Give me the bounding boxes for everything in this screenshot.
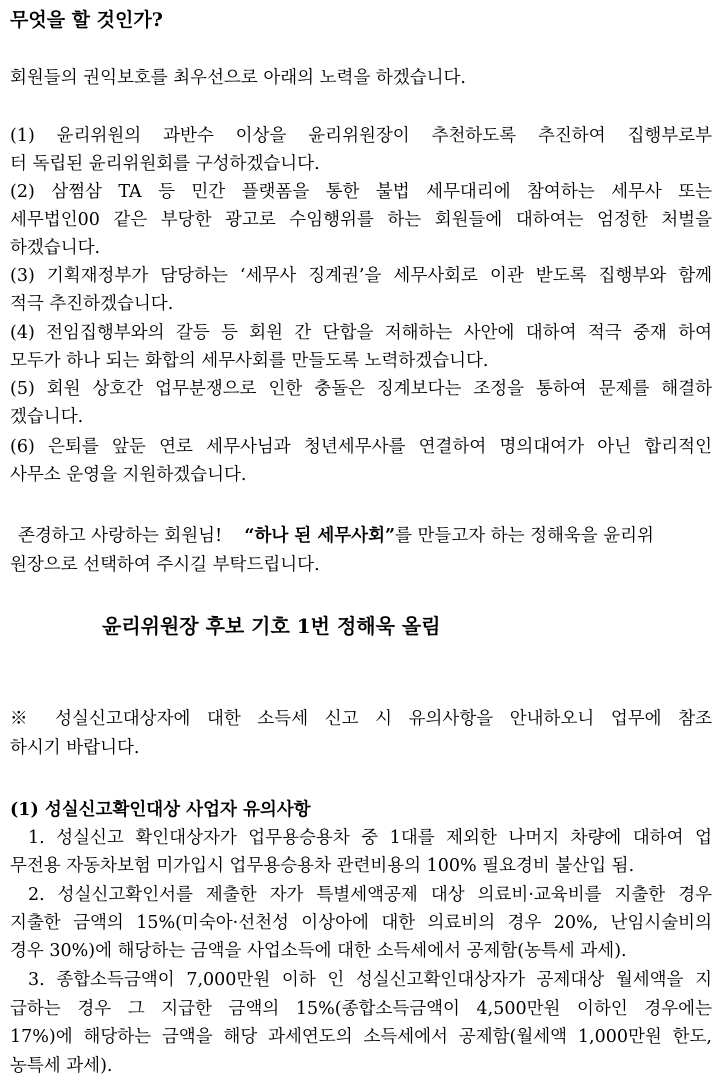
item-3-line-3: 17%)에 해당하는 금액을 해당 과세연도의 소득세에서 공제함(월세액 1,000만원 한도,	[10, 1027, 712, 1047]
appeal-line-2: 원장으로 선택하여 주시길 부탁드립니다.	[10, 555, 320, 575]
appeal-greeting: 존경하고 사랑하는 회원님!	[18, 526, 223, 546]
appeal-continuation: 를 만들고자 하는 정해욱을 윤리위	[395, 526, 654, 546]
item-3-line-2: 급하는 경우 그 지급한 금액의 15%(종합소득금액이 4,500만원 이하인 경우에는	[10, 999, 712, 1019]
pledge-3-line-2: 적극 추진하겠습니다.	[10, 294, 174, 314]
pledge-2-line-2: 세무법인00 같은 부당한 광고로 수임행위를 하는 회원들에 대하여는 엄정한 처벌을	[10, 210, 712, 230]
candidate-signature: 윤리위원장 후보 기호 1번 정해욱 올림	[102, 614, 441, 638]
pledge-5-line-2: 겠습니다.	[10, 407, 84, 427]
pledge-6-line-2: 사무소 운영을 지원하겠습니다.	[10, 465, 247, 485]
pledge-2-line-1: (2) 삼쩜삼 TA 등 민간 플랫폼을 통한 불법 세무대리에 참여하는 세무사 또는	[10, 182, 712, 202]
pledge-2-line-3: 하겠습니다.	[10, 238, 101, 258]
item-3-line-1: 3. 종합소득금액이 7,000만원 이하 인 성실신고확인대상자가 공제대상 월세액을 지	[28, 970, 712, 990]
page-heading: 무엇을 할 것인가?	[10, 9, 163, 31]
item-1-line-2: 무전용 자동차보험 미가입시 업무용승용차 관련비용의 100% 필요경비 불산입 됨.	[10, 856, 635, 876]
item-1-line-1: 1. 성실신고 확인대상자가 업무용승용차 중 1대를 제외한 나머지 차량에 대하여 업	[28, 828, 712, 848]
item-3-line-4: 농특세 과세).	[10, 1056, 113, 1076]
notice-line-1: ※ 성실신고대상자에 대한 소득세 신고 시 유의사항을 안내하오니 업무에 참조	[10, 709, 712, 729]
pledge-3-line-1: (3) 기획재정부가 담당하는 ‘세무사 징계권’을 세무사회로 이관 받도록 집행부와 함께	[10, 266, 712, 286]
item-2-line-2: 지출한 금액의 15%(미숙아·선천성 이상아에 대한 의료비의 경우 20%, 난임시술비의	[10, 913, 712, 933]
pledge-4-line-2: 모두가 하나 되는 화합의 세무사회를 만들도록 노력하겠습니다.	[10, 351, 489, 371]
pledge-6-line-1: (6) 은퇴를 앞둔 연로 세무사님과 청년세무사를 연결하여 명의대여가 아닌 합리적인	[10, 437, 712, 457]
intro-text: 회원들의 권익보호를 최우선으로 아래의 노력을 하겠습니다.	[10, 68, 466, 88]
pledge-4-line-1: (4) 전임집행부와의 갈등 등 회원 간 단합을 저해하는 사안에 대하여 적극 중재 하여	[10, 323, 712, 343]
pledge-5-line-1: (5) 회원 상호간 업무분쟁으로 인한 충돌은 징계보다는 조정을 통하여 문제를 해결하	[10, 379, 712, 399]
item-2-line-1: 2. 성실신고확인서를 제출한 자가 특별세액공제 대상 의료비·교육비를 지출한 경우	[28, 885, 712, 905]
item-2-line-3: 경우 30%)에 해당하는 금액을 사업소득에 대한 소득세에서 공제함(농특세 과세).	[10, 941, 627, 961]
notice-line-2: 하시기 바랍니다.	[10, 738, 140, 758]
pledge-1-line-1: (1) 윤리위원의 과반수 이상을 윤리위원장이 추천하도록 추진하여 집행부로부	[10, 126, 712, 146]
appeal-line-1	[18, 522, 712, 550]
pledge-1-line-2: 터 독립된 윤리위원회를 구성하겠습니다.	[10, 154, 320, 174]
section-title: (1) 성실신고확인대상 사업자 유의사항	[10, 800, 311, 820]
appeal-slogan: “하나 된 세무사회”	[244, 526, 396, 546]
